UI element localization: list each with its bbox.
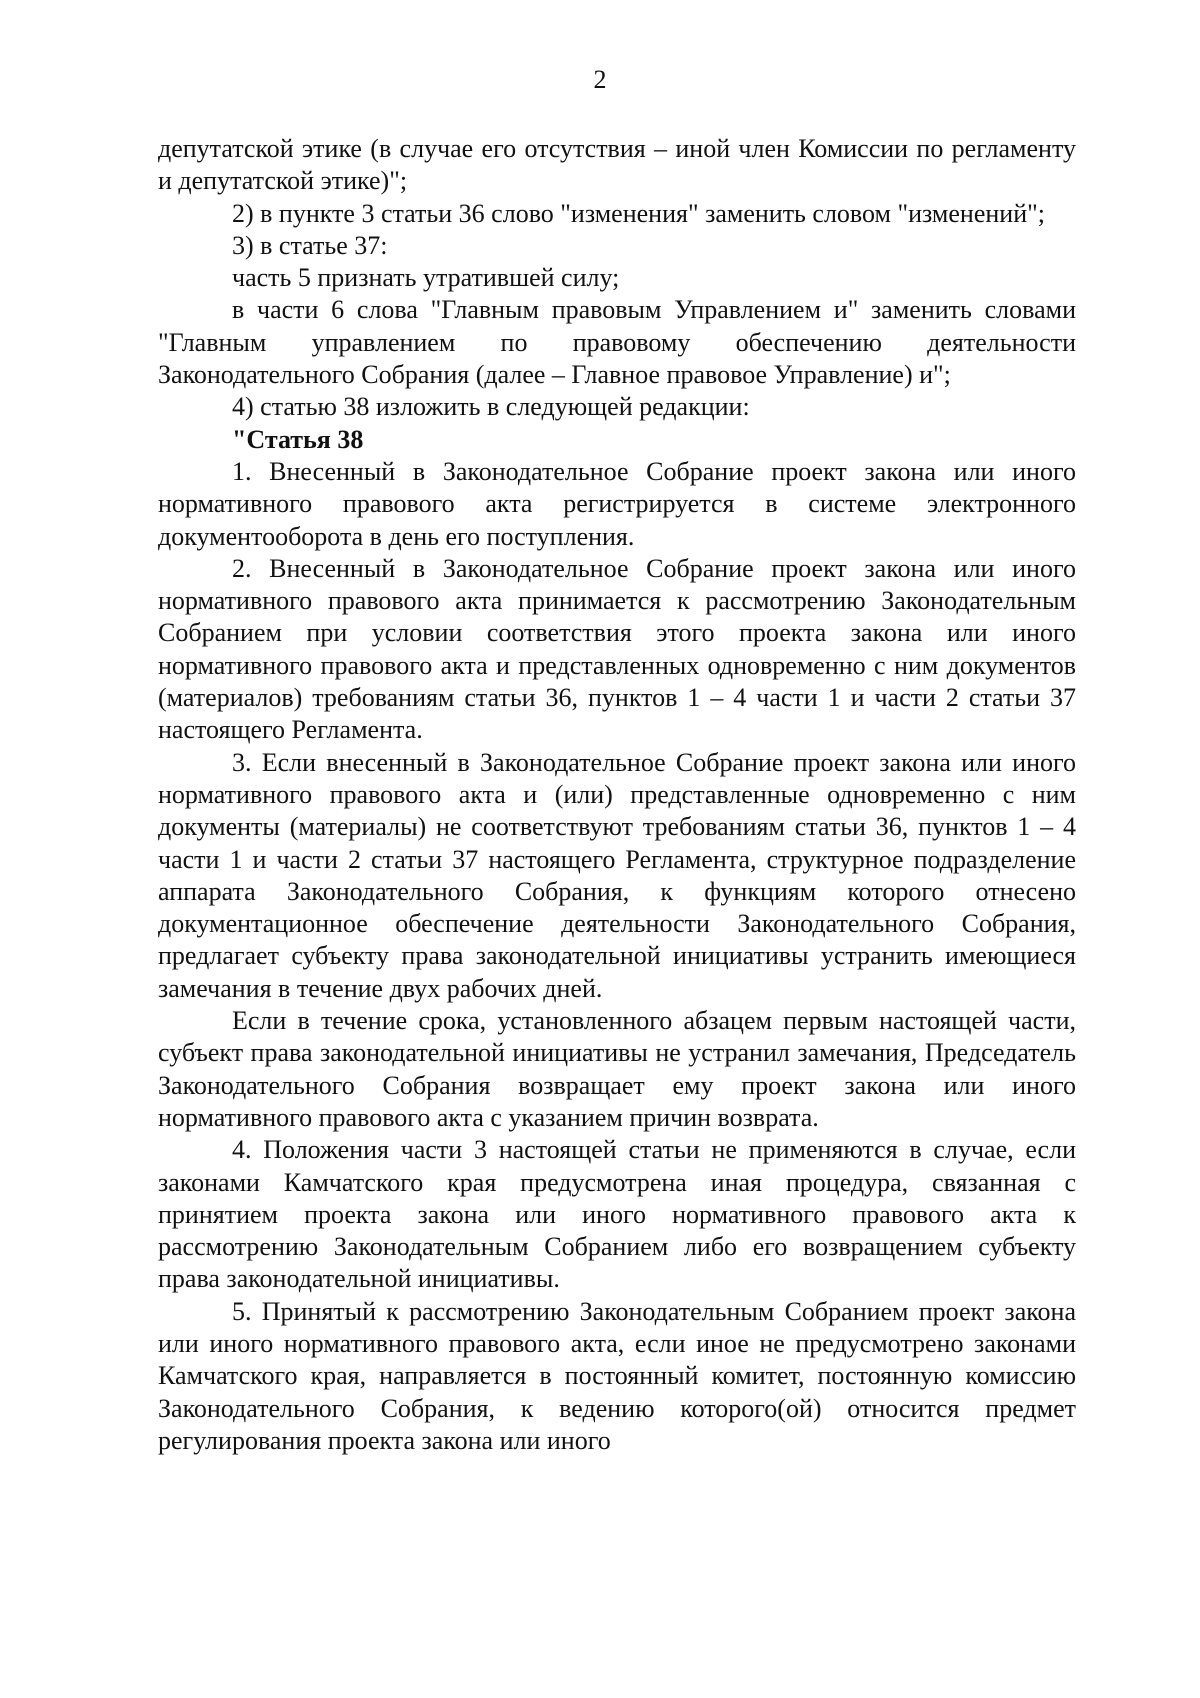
- paragraph-part-6: в части 6 слова "Главным правовым Управлением и" заменить словами "Главным управлением по правовому обеспечению деятельности Законодательного Собрания (далее – Главное правовое Управление) и";: [158, 295, 1076, 390]
- article-part-1: 1. Внесенный в Законодательное Собрание проект закона или иного нормативного правового акта регистрируется в системе электронного документооборота в день его поступления.: [158, 456, 1076, 551]
- article-part-3: 3. Если внесенный в Законодательное Собрание проект закона или иного нормативного правового акта и (или) представленные одновременно с ним документы (материалы) не соответствуют требованиям статьи 36, пунктов 1 – 4 части 1 и части 2 статьи 37 настоящего Регламента, структурное подразделение аппарата Законодательного Собрания, к функциям которого отнесено документационное обеспечение деятельности Законодательного Собрания, предлагает субъекту права законодательной инициативы устранить имеющиеся замечания в течение двух рабочих дней.: [158, 747, 1076, 1003]
- document-body: [158, 133, 1076, 1457]
- article-part-4: 4. Положения части 3 настоящей статьи не применяются в случае, если законами Камчатского края предусмотрена иная процедура, связанная с принятием проекта закона или иного нормативного правового акта к рассмотрению Законодательным Собранием либо его возвращением субъекту права законодательной инициативы.: [158, 1135, 1076, 1294]
- page-number: 2: [593, 65, 607, 94]
- article-part-3-second-paragraph: Если в течение срока, установленного абзацем первым настоящей части, субъект права законодательной инициативы не устранил замечания, Председатель Законодательного Собрания возвращает ему проект закона или иного нормативного правового акта с указанием причин возврата.: [158, 1006, 1076, 1132]
- paragraph-item-3: 3) в статье 37:: [232, 230, 388, 260]
- paragraph-continuation: депутатской этике (в случае его отсутствия – иной член Комиссии по регламенту и депутатской этике)";: [158, 134, 1076, 196]
- article-heading: "Статья 38: [232, 424, 364, 454]
- article-part-5: 5. Принятый к рассмотрению Законодательным Собранием проект закона или иного нормативного правового акта, если иное не предусмотрено законами Камчатского края, направляется в постоянный комитет, постоянную комиссию Законодательного Собрания, к ведению которого(ой) относится предмет регулирования проекта закона или иного: [158, 1296, 1076, 1455]
- paragraph-item-2: 2) в пункте 3 статьи 36 слово "изменения" заменить словом "изменений";: [232, 198, 1045, 228]
- paragraph-item-4: 4) статью 38 изложить в следующей редакции:: [232, 392, 750, 422]
- article-part-2: 2. Внесенный в Законодательное Собрание проект закона или иного нормативного правового акта принимается к рассмотрению Законодательным Собранием при условии соответствия этого проекта закона или иного нормативного правового акта и представленных одновременно с ним документов (материалов) требованиям статьи 36, пунктов 1 – 4 части 1 и части 2 статьи 37 настоящего Регламента.: [158, 553, 1076, 745]
- paragraph-part-5: часть 5 признать утратившей силу;: [232, 263, 620, 293]
